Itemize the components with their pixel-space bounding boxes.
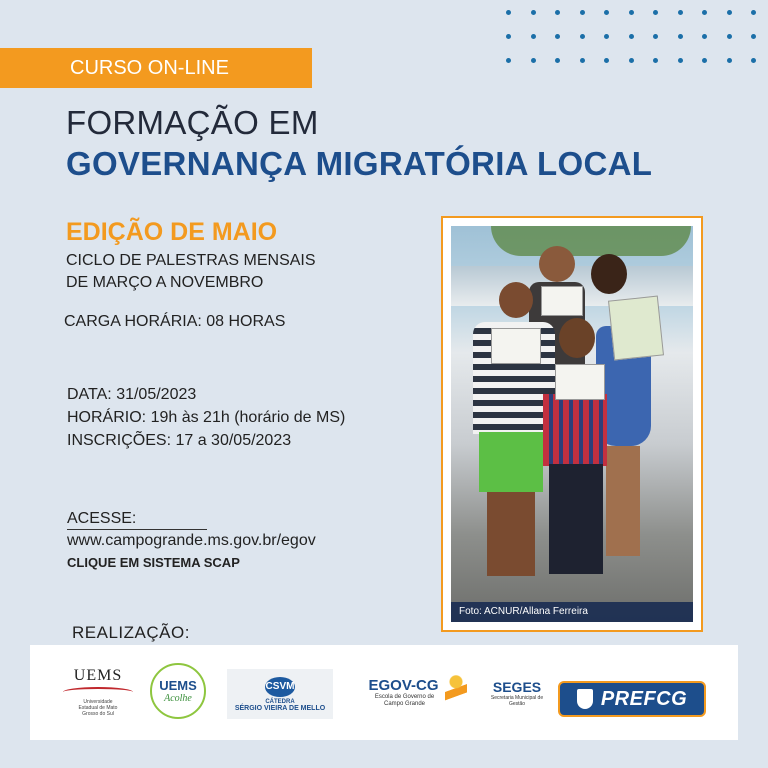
family-photo	[451, 226, 693, 622]
course-type-banner: CURSO ON-LINE	[0, 48, 312, 88]
decorative-dot	[531, 58, 536, 63]
decorative-dot	[531, 10, 536, 15]
uems-logo	[58, 659, 138, 725]
event-time: HORÁRIO: 19h às 21h (horário de MS)	[67, 409, 346, 426]
decorative-dot	[702, 58, 707, 63]
workload-text: CARGA HORÁRIA: 08 HORAS	[64, 313, 286, 330]
seges-logo	[485, 675, 549, 711]
photo-document	[555, 364, 605, 400]
decorative-dot	[751, 10, 756, 15]
photo-girl-dress	[543, 394, 607, 466]
decorative-dot	[506, 34, 511, 39]
uems-swoosh-icon	[63, 687, 133, 697]
decorative-dot	[751, 58, 756, 63]
decorative-dot	[604, 58, 609, 63]
decorative-dot-grid	[500, 6, 768, 66]
photo-document	[608, 296, 664, 361]
decorative-dot	[604, 34, 609, 39]
decorative-dot	[727, 10, 732, 15]
cycle-line-2: DE MARÇO A NOVEMBRO	[66, 274, 264, 291]
photo-boy-legs	[487, 492, 535, 576]
photo-person-boy	[499, 282, 533, 318]
egov-person-icon	[445, 675, 467, 709]
csvm-sub2: SÉRGIO VIEIRA DE MELLO	[234, 704, 326, 712]
access-label: ACESSE:	[67, 510, 137, 527]
access-hint: CLIQUE EM SISTEMA SCAP	[67, 555, 240, 570]
decorative-dot	[629, 34, 634, 39]
decorative-dot	[555, 34, 560, 39]
access-url-link[interactable]: www.campogrande.ms.gov.br/egov	[67, 532, 316, 549]
photo-woman-legs	[606, 446, 640, 556]
decorative-dot	[678, 10, 683, 15]
access-underline	[67, 529, 207, 530]
decorative-dot	[702, 10, 707, 15]
photo-document	[491, 328, 541, 364]
photo-document	[541, 286, 583, 316]
egov-cg-text: EGOV-CG	[368, 676, 439, 694]
uems-logo-text: UEMS	[73, 667, 123, 684]
decorative-dot	[604, 10, 609, 15]
decorative-dot	[751, 34, 756, 39]
title-line-1: FORMAÇÃO EM	[66, 104, 319, 141]
photo-boy-shorts	[479, 432, 543, 492]
prefcg-text: PREFCG	[600, 687, 688, 710]
cycle-description	[66, 250, 316, 294]
decorative-dot	[555, 58, 560, 63]
photo-frame	[441, 216, 703, 632]
uems-acolhe-subtext: Acolhe	[164, 693, 192, 704]
decorative-dot	[506, 58, 511, 63]
uems-acolhe-logo	[150, 663, 206, 719]
decorative-dot	[727, 58, 732, 63]
csvm-logo	[227, 669, 333, 719]
decorative-dot	[702, 34, 707, 39]
photo-caption: Foto: ACNUR/Allana Ferreira	[451, 602, 693, 622]
uems-acolhe-text: UEMS	[159, 678, 197, 693]
decorative-dot	[580, 34, 585, 39]
partner-logos-bar	[30, 645, 738, 740]
decorative-dot	[678, 58, 683, 63]
seges-text: SEGES	[492, 679, 542, 695]
uems-logo-subtitle: Universidade Estadual de Mato Grosso do Sul	[78, 699, 118, 717]
decorative-dot	[727, 34, 732, 39]
event-date: DATA: 31/05/2023	[67, 386, 197, 403]
photo-person-woman	[591, 254, 627, 294]
egov-cg-logo	[355, 667, 480, 717]
csvm-badge: CSVM	[265, 677, 295, 697]
egov-cg-subtitle: Escola de Governo de Campo Grande	[374, 693, 435, 707]
decorative-dot	[506, 10, 511, 15]
title-line-2: GOVERNANÇA MIGRATÓRIA LOCAL	[66, 145, 653, 182]
photo-trees	[491, 226, 691, 256]
decorative-dot	[653, 34, 658, 39]
realization-label: REALIZAÇÃO:	[72, 623, 190, 642]
egov-cg-text-block	[369, 677, 441, 708]
seges-subtitle: Secretaria Municipal de Gestão	[490, 695, 544, 707]
decorative-dot	[580, 58, 585, 63]
decorative-dot	[555, 10, 560, 15]
event-details	[67, 383, 345, 452]
decorative-dot	[653, 10, 658, 15]
event-registration: INSCRIÇÕES: 17 a 30/05/2023	[67, 432, 292, 449]
decorative-dot	[629, 10, 634, 15]
cycle-line-1: CICLO DE PALESTRAS MENSAIS	[66, 252, 316, 269]
csvm-sub1: CÁTEDRA	[265, 698, 295, 705]
decorative-dot	[580, 10, 585, 15]
photo-person-man	[539, 246, 575, 282]
decorative-dot	[678, 34, 683, 39]
photo-person-girl	[559, 318, 595, 358]
prefcg-logo	[558, 681, 706, 717]
decorative-dot	[653, 58, 658, 63]
photo-girl-pants	[549, 464, 603, 574]
decorative-dot	[531, 34, 536, 39]
edition-heading: EDIÇÃO DE MAIO	[66, 218, 278, 246]
decorative-dot	[629, 58, 634, 63]
prefcg-crest-icon	[577, 689, 593, 709]
